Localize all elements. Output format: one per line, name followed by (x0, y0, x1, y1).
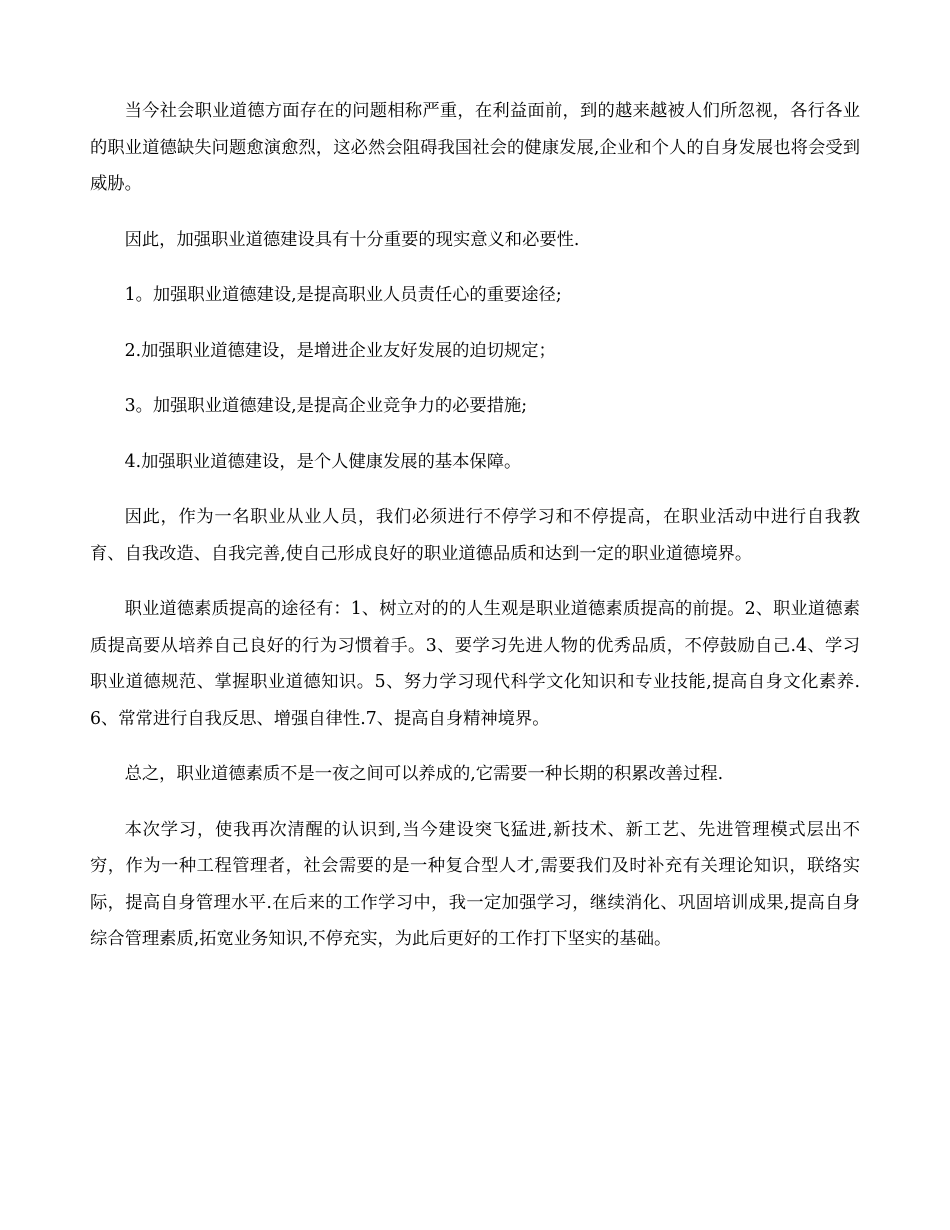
paragraph-6: 本次学习，使我再次清醒的认识到,当今建设突飞猛进,新技术、新工艺、先进管理模式层出不穷，作为一种工程管理者，社会需要的是一种复合型人才,需要我们及时补充有关理论知识，联络实际，提高自身管理水平.在后来的工作学习中，我一定加强学习，继续消化、巩固培训成果,提高自身综合管理素质,拓宽业务知识,不停充实，为此后更好的工作打下坚实的基础。 (90, 819, 860, 949)
document-body (90, 93, 860, 977)
paragraph-1: 当今社会职业道德方面存在的问题相称严重，在利益面前，到的越来越被人们所忽视，各行各业的职业道德缺失问题愈演愈烈，这必然会阻碍我国社会的健康发展,企业和个人的自身发展也将会受到威胁。 (90, 101, 860, 194)
paragraph-2: 因此，加强职业道德建设具有十分重要的现实意义和必要性. (124, 229, 580, 250)
paragraph-3: 因此，作为一名职业从业人员，我们必须进行不停学习和不停提高，在职业活动中进行自我教育、自我改造、自我完善,使自己形成良好的职业道德品质和达到一定的职业道德境界。 (90, 507, 860, 564)
paragraph-4: 职业道德素质提高的途径有：1、树立对的的人生观是职业道德素质提高的前提。2、职业道德素质提高要从培养自己良好的行为习惯着手。3、要学习先进人物的优秀品质，不停鼓励自己.4、学习职业道德规范、掌握职业道德知识。5、努力学习现代科学文化知识和专业技能,提高自身文化素养.6、常常进行自我反思、增强自律性.7、提高自身精神境界。 (90, 599, 860, 729)
list-item-3: 3。加强职业道德建设,是提高企业竞争力的必要措施; (124, 396, 528, 416)
list-item-4: 4.加强职业道德建设，是个人健康发展的基本保障。 (124, 451, 522, 472)
list-item-1: 1。加强职业道德建设,是提高职业人员责任心的重要途径; (124, 285, 562, 305)
list-item-2: 2.加强职业道德建设，是增进企业友好发展的迫切规定； (124, 340, 556, 361)
paragraph-5: 总之，职业道德素质不是一夜之间可以养成的,它需要一种长期的积累改善过程. (124, 764, 724, 784)
